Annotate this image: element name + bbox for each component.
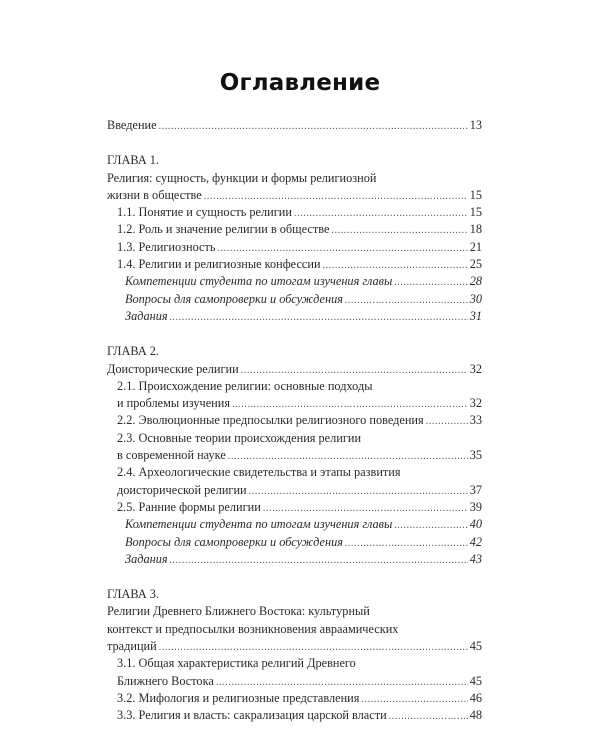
page-number: 42 (469, 534, 482, 549)
page-number: 30 (469, 291, 482, 306)
page-number: 15 (469, 205, 482, 220)
dot-leader (323, 257, 468, 274)
dot-leader (345, 535, 468, 552)
dot-leader (394, 274, 467, 291)
entry-title: 3.3. Религия и власть: сакрализация царской власти (117, 708, 387, 723)
page-number: 48 (469, 708, 482, 723)
entry-title: Задания (125, 308, 168, 323)
entry-title-line: 2.4. Археологические свидетельства и этапы развития (117, 465, 401, 480)
dot-leader (159, 639, 468, 656)
entry-title: в современной науке (117, 448, 226, 463)
dot-leader (170, 309, 468, 326)
entry-title: 2.5. Ранние формы религии (117, 499, 261, 514)
toc-entry-section[interactable] (107, 673, 482, 690)
page-number: 31 (469, 308, 482, 323)
dot-leader (249, 483, 468, 500)
entry-title: Введение (107, 118, 157, 132)
dot-leader (389, 708, 468, 725)
page-number: 40 (469, 517, 482, 532)
chapter-title-line: Религия: сущность, функции и формы религиозной (107, 170, 377, 185)
toc-entry-extra[interactable] (107, 516, 482, 533)
toc-entry-section[interactable] (107, 499, 482, 516)
dot-leader (394, 517, 467, 534)
entry-title: доисторической религии (117, 482, 247, 497)
entry-title: 1.1. Понятие и сущность религии (117, 205, 292, 220)
dot-leader (241, 362, 468, 379)
toc-entry-extra[interactable] (107, 534, 482, 551)
page-number: 13 (469, 118, 482, 132)
dot-leader (216, 674, 468, 691)
page-number: 45 (469, 639, 482, 654)
entry-title: 3.2. Мифология и религиозные представления (117, 690, 360, 705)
toc-entry-section[interactable] (107, 221, 482, 238)
entry-title: традиций (107, 639, 157, 654)
entry-title: и проблемы изучения (117, 396, 230, 411)
entry-title: Вопросы для самопроверки и обсуждения (125, 291, 343, 306)
dot-leader (159, 118, 468, 135)
toc-entry-section[interactable] (107, 412, 482, 429)
toc-entry-section[interactable] (107, 482, 482, 499)
dot-leader (426, 413, 468, 430)
dot-leader (217, 240, 467, 257)
page-number: 39 (469, 499, 482, 514)
page-number: 33 (469, 413, 482, 428)
page-number: 35 (469, 448, 482, 463)
page-number: 28 (469, 274, 482, 289)
entry-title: 2.2. Эволюционные предпосылки религиозного поведения (117, 413, 424, 428)
page-number: 18 (469, 222, 482, 237)
toc-entry-extra[interactable] (107, 291, 482, 308)
chapter-title-line: контекст и предпосылки возникновения авраамических (107, 621, 399, 636)
page-number: 45 (469, 673, 482, 688)
toc-entry-section[interactable] (107, 256, 482, 273)
toc-entry-section[interactable] (107, 204, 482, 221)
chapter-title-line: Религии Древнего Ближнего Востока: культурный (107, 604, 370, 619)
entry-title: Задания (125, 551, 168, 566)
dot-leader (361, 691, 467, 708)
dot-leader (294, 205, 468, 222)
dot-leader (228, 448, 468, 465)
entry-title: Вопросы для самопроверки и обсуждения (125, 534, 343, 549)
toc-entry-intro[interactable] (107, 117, 482, 134)
entry-title: Доисторические религии (107, 361, 239, 376)
toc-entry-section[interactable] (107, 447, 482, 464)
page-number: 15 (469, 187, 482, 202)
toc-entry-chapter-1[interactable] (107, 187, 482, 204)
page-number: 43 (469, 551, 482, 566)
dot-leader (345, 292, 468, 309)
dot-leader (232, 396, 468, 413)
entry-title: 1.4. Религии и религиозные конфессии (117, 257, 321, 272)
toc-entry-chapter-3[interactable] (107, 638, 482, 655)
entry-title: жизни в обществе (107, 187, 202, 202)
entry-title: Ближнего Востока (117, 673, 214, 688)
chapter-label: ГЛАВА 2. (107, 344, 160, 359)
table-of-contents (107, 117, 482, 725)
entry-title-line: 2.1. Происхождение религии: основные подходы (117, 378, 373, 393)
entry-title: Компетенции студента по итогам изучения главы (125, 274, 393, 289)
page-number: 25 (469, 257, 482, 272)
page-number: 37 (469, 482, 482, 497)
toc-entry-section[interactable] (107, 690, 482, 707)
entry-title: Компетенции студента по итогам изучения главы (125, 517, 393, 532)
toc-entry-chapter-2[interactable] (107, 361, 482, 378)
page-title: Оглавление (219, 70, 381, 96)
toc-entry-section[interactable] (107, 707, 482, 724)
chapter-label: ГЛАВА 3. (107, 587, 160, 602)
page-number: 21 (469, 239, 482, 254)
page-number: 32 (469, 396, 482, 411)
page-number: 46 (469, 690, 482, 705)
toc-entry-extra[interactable] (107, 308, 482, 325)
dot-leader (204, 188, 468, 205)
toc-entry-section[interactable] (107, 395, 482, 412)
entry-title: 1.3. Религиозность (117, 239, 216, 254)
toc-entry-extra[interactable] (107, 273, 482, 290)
entry-title: 1.2. Роль и значение религии в обществе (117, 222, 330, 237)
dot-leader (331, 222, 467, 239)
page-number: 32 (469, 361, 482, 376)
toc-entry-extra[interactable] (107, 551, 482, 568)
entry-title-line: 2.3. Основные теории происхождения религии (117, 430, 362, 445)
dot-leader (170, 552, 468, 569)
dot-leader (263, 500, 468, 517)
entry-title-line: 3.1. Общая характеристика религий Древнего (117, 656, 356, 671)
toc-entry-section[interactable] (107, 239, 482, 256)
chapter-label: ГЛАВА 1. (107, 153, 160, 168)
